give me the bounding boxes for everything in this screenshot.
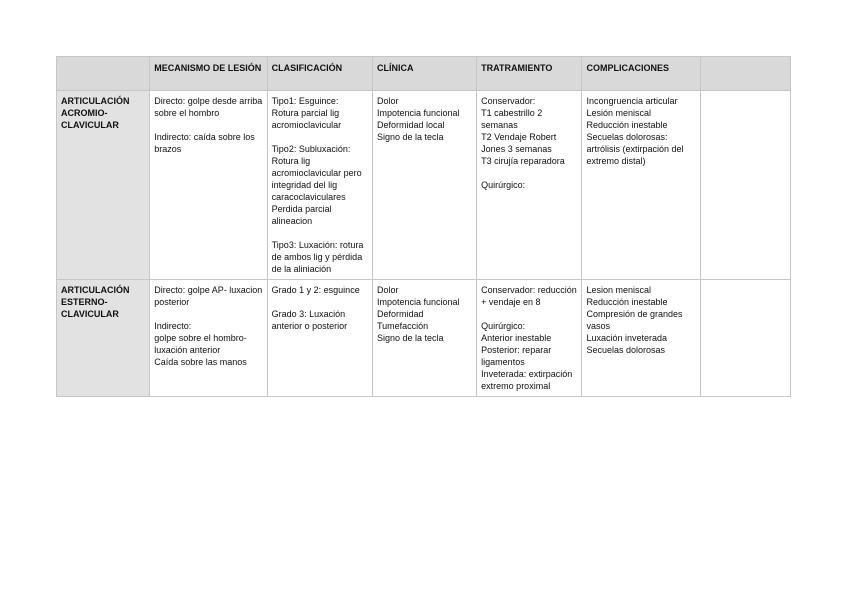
header-empty (57, 57, 150, 91)
cell-text: Tipo3: Luxación: rotura de ambos lig y pérdida de la aliniación (271, 240, 364, 274)
cell-extra (700, 91, 790, 280)
fracture-table (56, 56, 791, 397)
cell-clasificacion (267, 91, 372, 280)
header-complicaciones: COMPLICACIONES (582, 57, 700, 91)
cell-text: Indirecto: caída sobre los brazos (154, 132, 255, 154)
cell-complicaciones (582, 280, 700, 397)
table-row-esterno (57, 280, 791, 397)
header-clinica: CLÍNICA (372, 57, 476, 91)
cell-tratamiento (477, 280, 582, 397)
cell-clinica (372, 91, 476, 280)
cell-mecanismo (150, 280, 267, 397)
cell-text: Lesion meniscal Reducción inestable Compresión de grandes vasos Luxación inveterada Secuelas dolorosas (586, 285, 683, 355)
cell-clasificacion (267, 280, 372, 397)
cell-text: Indirecto: golpe sobre el hombro- luxación anterior Caída sobre las manos (154, 321, 247, 367)
header-row (57, 57, 791, 91)
cell-mecanismo (150, 91, 267, 280)
cell-text: Conservador: T1 cabestrillo 2 semanas T2 Vendaje Robert Jones 3 semanas T3 cirujía reparadora (481, 96, 565, 166)
cell-text: Dolor Impotencia funcional Deformidad local Signo de la tecla (376, 96, 460, 142)
cell-text: Tipo2: Subluxación: Rotura lig acromioclavicular pero integridad del lig caracoclaviculares Perdida parcial alineacion (271, 144, 362, 226)
cell-text: Incongruencia articular Lesión meniscal Reducción inestable Secuelas dolorosas: artrólisis (extirpación del extremo distal) (586, 96, 684, 166)
cell-text: Conservador: reducción + vendaje en 8 (481, 285, 577, 307)
cell-text: Quirúrgico: Anterior inestable Posterior: reparar ligamentos Inveterada: extirpación extremo proximal (481, 321, 573, 391)
cell-text: Grado 3: Luxación anterior o posterior (271, 309, 348, 331)
cell-text: Grado 1 y 2: esguince (271, 285, 360, 295)
cell-text: Tipo1: Esguince: Rotura parcial lig acromioclavicular (271, 96, 342, 130)
header-mecanismo: MECANISMO DE LESIÓN (150, 57, 267, 91)
cell-text: Directo: golpe AP- luxacion posterior (154, 285, 263, 307)
header-extra (700, 57, 790, 91)
header-tratamiento: TRATRAMIENTO (477, 57, 582, 91)
row-label: ARTICULACIÓN ACROMIO-CLAVICULAR (57, 91, 150, 280)
cell-complicaciones (582, 91, 700, 280)
table-row-acromio (57, 91, 791, 280)
cell-extra (700, 280, 790, 397)
cell-text: Directo: golpe desde arriba sobre el hombro (154, 96, 263, 118)
cell-text: Dolor Impotencia funcional Deformidad Tumefacción Signo de la tecla (376, 285, 460, 343)
header-clasificacion: CLASIFICACIÓN (267, 57, 372, 91)
cell-tratamiento (477, 91, 582, 280)
row-label: ARTICULACIÓN ESTERNO-CLAVICULAR (57, 280, 150, 397)
cell-text: Quirúrgico: (481, 180, 526, 190)
cell-clinica (372, 280, 476, 397)
